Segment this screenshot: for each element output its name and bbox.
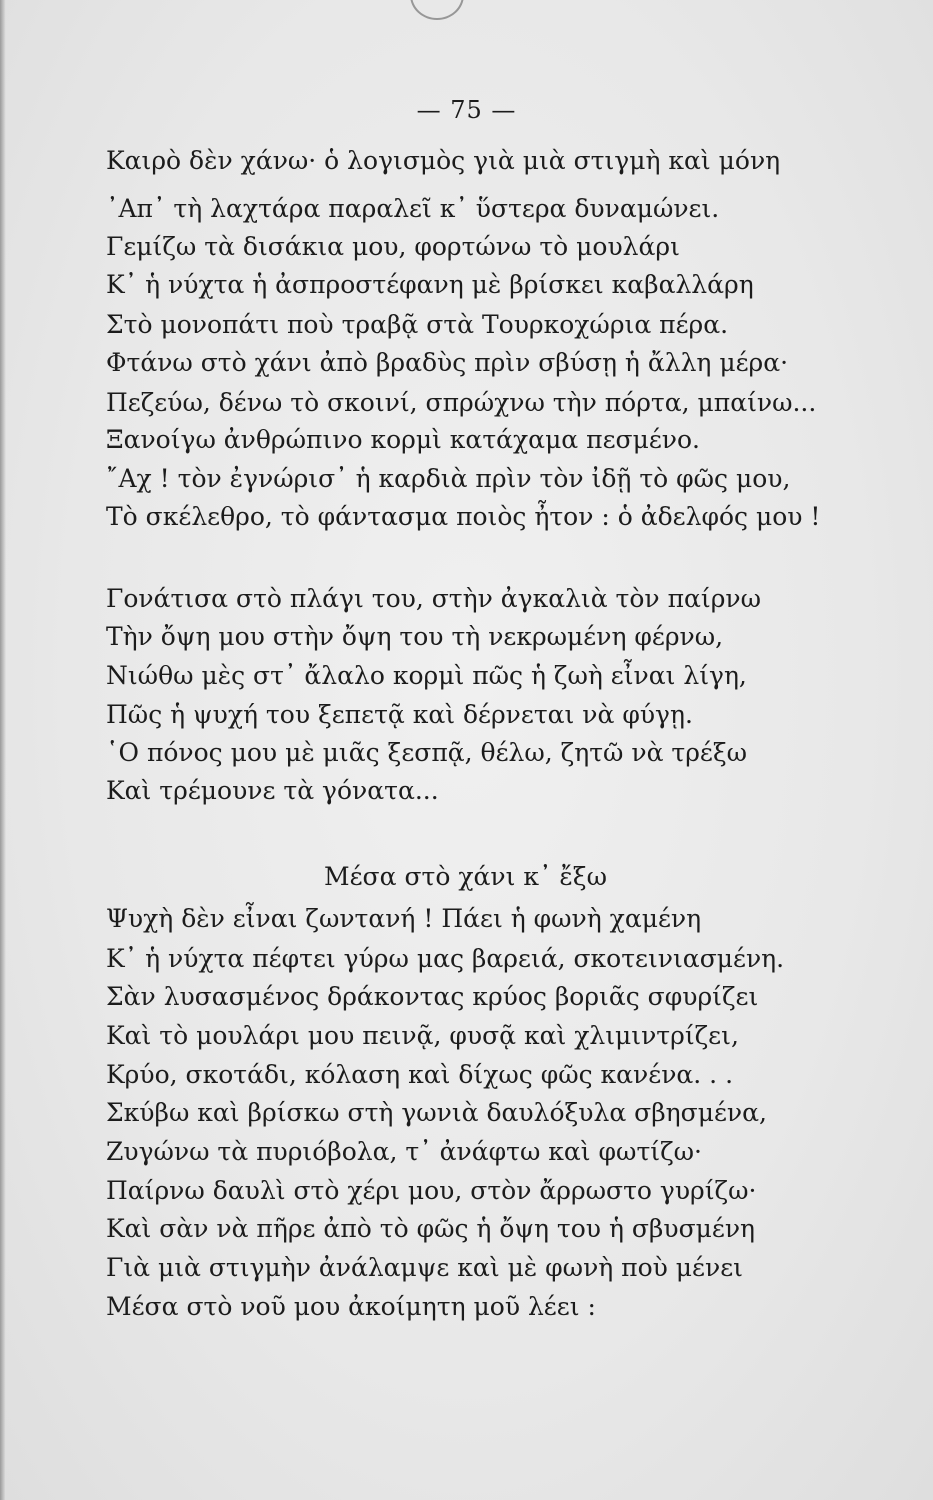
poem-line: ᾽Απ᾽ τὴ λαχτάρα παραλεῖ κ᾽ ὕστερα δυναμώνει. xyxy=(106,194,720,223)
poem-line: Τὴν ὄψη μου στὴν ὄψη του τὴ νεκρωμένη φέρνω, xyxy=(106,622,724,651)
poem-line: Καιρὸ δὲν χάνω· ὁ λογισμὸς γιὰ μιὰ στιγμὴ καὶ μόνη xyxy=(106,146,781,175)
poem-line: Κρύο, σκοτάδι, κόλαση καὶ δίχως φῶς κανένα. . . xyxy=(106,1060,734,1089)
poem-line: Καὶ τρέμουνε τὰ γόνατα... xyxy=(106,776,439,805)
poem-line: Φτάνω στὸ χάνι ἀπὸ βραδὺς πρὶν σβύσῃ ἡ ἄλλη μέρα· xyxy=(106,348,789,377)
poem-line: Κ᾽ ἡ νύχτα ἡ ἀσπροστέφανη μὲ βρίσκει καβαλλάρη xyxy=(106,270,754,299)
page-edge-shadow xyxy=(0,0,6,1500)
binding-mark xyxy=(410,0,464,20)
section-title: Μέσα στὸ χάνι κ᾽ ἔξω xyxy=(324,862,607,891)
poem-line: Στὸ μονοπάτι ποὺ τραβᾷ στὰ Τουρκοχώρια πέρα. xyxy=(106,310,729,339)
poem-line: Σὰν λυσασμένος δράκοντας κρύος βοριᾶς σφυρίζει xyxy=(106,982,759,1011)
poem-line: Ζυγώνω τὰ πυριόβολα, τ᾽ ἀνάφτω καὶ φωτίζω· xyxy=(106,1137,702,1166)
poem-line: Καὶ σὰν νὰ πῆρε ἀπὸ τὸ φῶς ἡ ὄψη του ἡ σβυσμένη xyxy=(106,1214,756,1243)
poem-line: Ξανοίγω ἀνθρώπινο κορμὶ κατάχαμα πεσμένο. xyxy=(106,425,700,454)
poem-line: Ψυχὴ δὲν εἶναι ζωντανή ! Πάει ἡ φωνὴ χαμένη xyxy=(106,904,702,933)
poem-line: Κ᾽ ἡ νύχτα πέφτει γύρω μας βαρειά, σκοτεινιασμένη. xyxy=(106,944,785,973)
poem-line: ῎Αχ ! τὸν ἐγνώρισ᾽ ἡ καρδιὰ πρὶν τὸν ἰδῇ τὸ φῶς μου, xyxy=(106,464,791,493)
poem-line: Γιὰ μιὰ στιγμὴν ἀνάλαμψε καὶ μὲ φωνὴ ποὺ μένει xyxy=(106,1253,743,1282)
poem-line: ῾Ο πόνος μου μὲ μιᾶς ξεσπᾷ, θέλω, ζητῶ νὰ τρέξω xyxy=(106,738,748,767)
poem-line: Παίρνω δαυλὶ στὸ χέρι μου, στὸν ἄρρωστο γυρίζω· xyxy=(106,1176,757,1205)
poem-line: Τὸ σκέλεθρο, τὸ φάντασμα ποιὸς ἦτον : ὁ ἀδελφός μου ! xyxy=(106,502,821,531)
poem-line: Πεζεύω, δένω τὸ σκοινί, σπρώχνω τὴν πόρτα, μπαίνω... xyxy=(106,388,817,417)
poem-line: Νιώθω μὲς στ᾽ ἄλαλο κορμὶ πῶς ἡ ζωὴ εἶναι λίγη, xyxy=(106,661,747,690)
poem-line: Γεμίζω τὰ δισάκια μου, φορτώνω τὸ μουλάρι xyxy=(106,232,680,261)
poem-line: Μέσα στὸ νοῦ μου ἀκοίμητη μοῦ λέει : xyxy=(106,1292,596,1321)
poem-line: Γονάτισα στὸ πλάγι του, στὴν ἀγκαλιὰ τὸν παίρνω xyxy=(106,584,761,613)
page-number: — 75 — xyxy=(416,96,517,124)
poem-line: Πῶς ἡ ψυχή του ξεπετᾷ καὶ δέρνεται νὰ φύγῃ. xyxy=(106,700,693,729)
poem-line: Σκύβω καὶ βρίσκω στὴ γωνιὰ δαυλόξυλα σβησμένα, xyxy=(106,1098,767,1127)
poem-line: Καὶ τὸ μουλάρι μου πεινᾷ, φυσᾷ καὶ χλιμιντρίζει, xyxy=(106,1021,739,1050)
